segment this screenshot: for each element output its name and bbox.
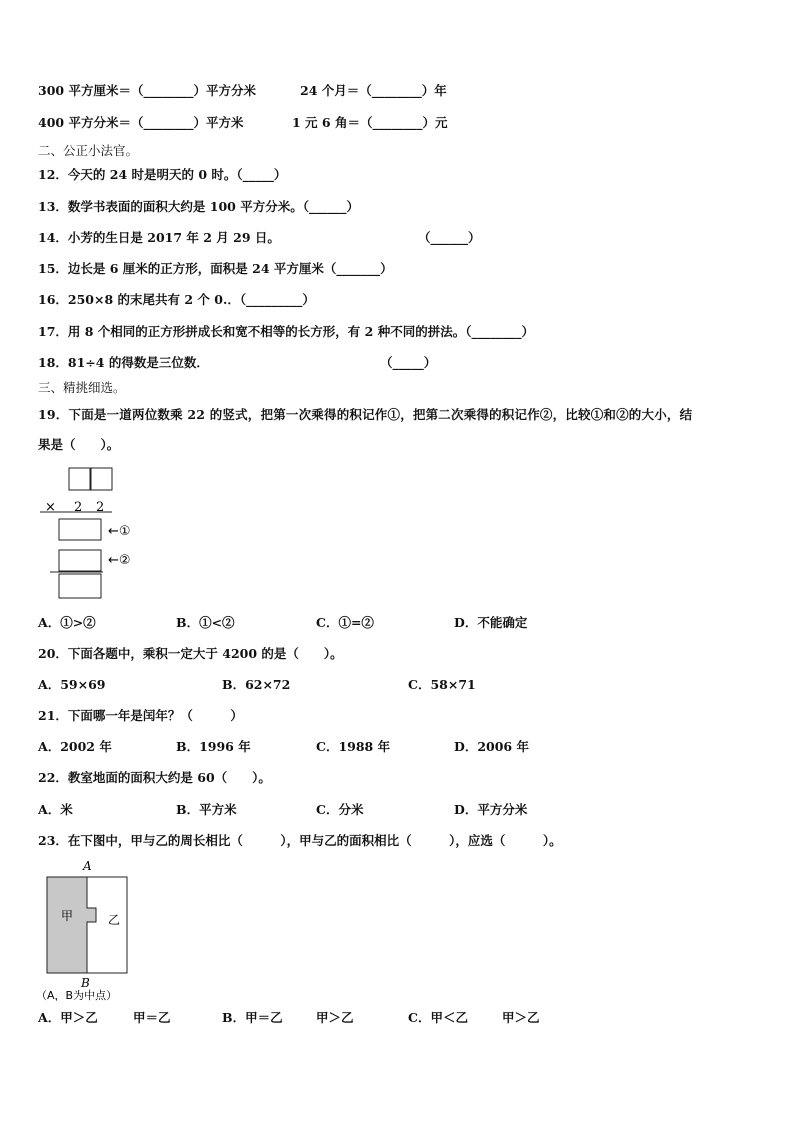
question-19-line2: 果是（ ）。 bbox=[38, 437, 120, 452]
question-13: 13．数学书表面的面积大约是 100 平方分米。（______） bbox=[38, 199, 359, 214]
q21-option-b: B．1996 年 bbox=[176, 739, 251, 754]
question-23: 23．在下图中，甲与乙的周长相比（ ），甲与乙的面积相比（ ），应选（ ）。 bbox=[38, 833, 562, 848]
question-16: 16．250×8 的末尾共有 2 个 0.．（_________） bbox=[38, 292, 315, 307]
times-sign: × bbox=[45, 500, 56, 515]
q22-option-c: C．分米 bbox=[316, 802, 364, 817]
q23-option-c-second: 甲＞乙 bbox=[502, 1010, 540, 1025]
partial-product-2-box bbox=[59, 550, 101, 571]
question-14: 14．小芳的生日是 2017 年 2 月 29 日。 bbox=[38, 230, 280, 245]
q21-option-d: D．2006 年 bbox=[454, 739, 529, 754]
question-18: 18．81÷4 的得数是三位数． bbox=[38, 355, 209, 370]
q23-option-b: B．甲＝乙 bbox=[222, 1010, 283, 1025]
q20-option-c: C．58×71 bbox=[408, 677, 476, 692]
q19-option-d: D．不能确定 bbox=[454, 615, 528, 630]
q21-option-a: A．2002 年 bbox=[38, 739, 112, 754]
point-b-label: B bbox=[81, 976, 90, 990]
point-a-label: A bbox=[83, 859, 92, 873]
section-2-title: 二、公正小法官。 bbox=[38, 143, 139, 158]
question-12: 12．今天的 24 时是明天的 0 时。（_____） bbox=[38, 167, 287, 182]
question-18-blank: （_____） bbox=[380, 355, 437, 370]
jia-shaded-region bbox=[47, 877, 96, 973]
jia-label: 甲 bbox=[61, 909, 74, 923]
multiplier-tens: 2 bbox=[74, 500, 83, 515]
multiplier-ones: 2 bbox=[96, 500, 105, 515]
q23-option-c: C．甲＜乙 bbox=[408, 1010, 468, 1025]
conversion-24-months: 24 个月＝（________）年 bbox=[300, 83, 447, 98]
yi-label: 乙 bbox=[108, 913, 121, 927]
q23-option-b-second: 甲＞乙 bbox=[316, 1010, 354, 1025]
q21-option-c: C．1988 年 bbox=[316, 739, 391, 754]
q19-option-a: A．①>② bbox=[38, 615, 96, 630]
question-15: 15．边长是 6 厘米的正方形，面积是 24 平方厘米（_______） bbox=[38, 261, 393, 276]
q20-option-a: A．59×69 bbox=[38, 677, 106, 692]
question-14-blank: （______） bbox=[418, 230, 481, 245]
yi-region-outline bbox=[87, 877, 127, 973]
total-product-box bbox=[59, 574, 101, 598]
label-arrow-2: ←② bbox=[108, 553, 131, 568]
midpoint-note: （A，B为中点） bbox=[36, 989, 118, 1001]
vertical-multiplication-figure bbox=[40, 466, 160, 601]
question-20: 20．下面各题中，乘积一定大于 4200 的是（ ）。 bbox=[38, 646, 343, 661]
conversion-400: 400 平方分米＝（________）平方米 bbox=[38, 115, 244, 130]
q19-option-c: C．①=② bbox=[316, 615, 374, 630]
q19-option-b: B．①<② bbox=[176, 615, 235, 630]
question-19-line1: 19．下面是一道两位数乘 22 的竖式，把第一次乘得的积记作①，把第二次乘得的积记作②，比较①和②的大小，结 bbox=[38, 407, 693, 422]
ones-digit-box bbox=[91, 468, 112, 490]
q20-option-b: B．62×72 bbox=[222, 677, 291, 692]
question-22: 22．教室地面的面积大约是 60（ ）。 bbox=[38, 770, 271, 785]
section-3-title: 三、精挑细选。 bbox=[38, 380, 126, 395]
q23-option-a: A．甲＞乙 bbox=[38, 1010, 98, 1025]
q22-option-a: A．米 bbox=[38, 802, 73, 817]
q23-option-a-second: 甲＝乙 bbox=[133, 1010, 171, 1025]
tens-digit-box bbox=[69, 468, 90, 490]
q22-option-d: D．平方分米 bbox=[454, 802, 528, 817]
shape-comparison-figure bbox=[30, 856, 150, 1001]
conversion-yuan: 1 元 6 角＝（________）元 bbox=[292, 115, 448, 130]
question-21: 21．下面哪一年是闰年？（ ） bbox=[38, 708, 243, 723]
conversion-300: 300 平方厘米＝（________）平方分米 bbox=[38, 83, 256, 98]
partial-product-1-box bbox=[59, 519, 101, 540]
question-17: 17．用 8 个相同的正方形拼成长和宽不相等的长方形，有 2 种不同的拼法。（________） bbox=[38, 324, 534, 339]
q22-option-b: B．平方米 bbox=[176, 802, 237, 817]
label-arrow-1: ←① bbox=[108, 524, 131, 539]
